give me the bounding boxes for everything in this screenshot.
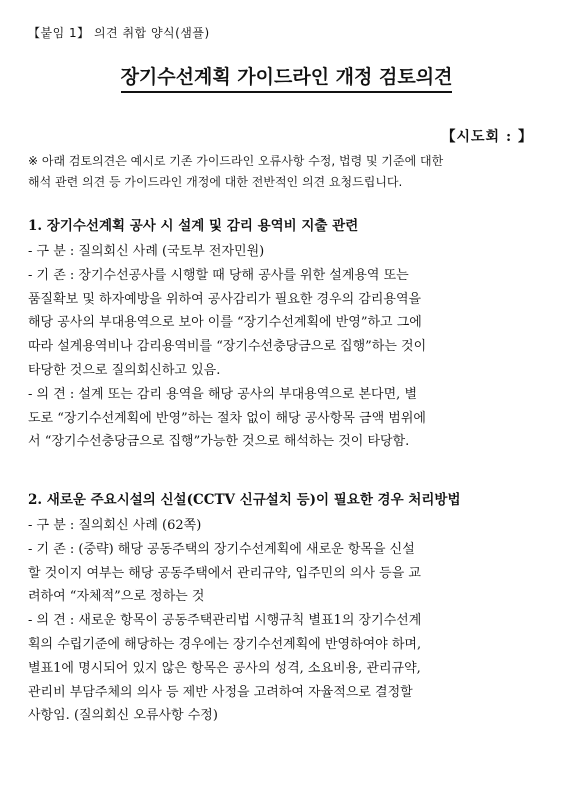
body-line: 품질확보 및 하자예방을 위하여 공사감리가 필요한 경우의 감리용역을 xyxy=(28,291,422,307)
notice-paragraph xyxy=(28,151,544,193)
body-line: - 구 분 : 질의회신 사례 (62쪽) xyxy=(28,518,202,533)
body-line: - 의 견 : 설계 또는 감리 용역을 해당 공사의 부대용역으로 본다면, 별 xyxy=(28,386,418,402)
document-title-text: 장기수선계획 가이드라인 개정 검토의견 xyxy=(121,66,453,93)
body-line: 관리비 부담주체의 의사 등 제반 사정을 고려하여 자율적으로 결정할 xyxy=(28,684,413,700)
body-line: - 기 존 : 장기수선공사를 시행할 때 당해 공사를 위한 설계용역 또는 xyxy=(28,267,409,283)
section-title: 2. 새로운 주요시설의 신설(CCTV 신규설치 등)이 필요한 경우 처리방법 xyxy=(28,492,461,508)
section-1 xyxy=(28,214,544,454)
body-line: 도로 “장기수선계획에 반영”하는 절차 없이 해당 공사항목 금액 범위에 xyxy=(28,410,426,426)
sido-association-field: 【시도회 : 】 xyxy=(441,129,533,145)
attachment-label: 【붙임 1】 의견 취합 양식(샘플) xyxy=(28,26,210,40)
body-line: 서 “장기수선충당금으로 집행”가능한 것으로 해석하는 것이 타당함. xyxy=(28,434,410,450)
body-line: 해당 공사의 부대용역으로 보아 이를 “장기수선계획에 반영”하고 그에 xyxy=(28,315,422,331)
body-line: 할 것이지 여부는 해당 공동주택에서 관리규약, 입주민의 의사 등을 교 xyxy=(28,565,421,581)
body-line: 별표1에 명시되어 있지 않은 항목은 공사의 성격, 소요비용, 관리규약, xyxy=(28,660,421,676)
document-title xyxy=(0,62,573,89)
body-line: 려하여 “자체적”으로 정하는 것 xyxy=(28,589,205,605)
body-line: 타당한 것으로 질의회신하고 있음. xyxy=(28,362,221,378)
section-title: 1. 장기수선계획 공사 시 설계 및 감리 용역비 지출 관련 xyxy=(28,218,359,234)
body-line: 획의 수립기준에 해당하는 경우에는 장기수선계획에 반영하여야 하며, xyxy=(28,636,422,652)
body-line: - 의 견 : 새로운 항목이 공동주택관리법 시행규칙 별표1의 장기수선계 xyxy=(28,613,422,629)
body-line: - 구 분 : 질의회신 사례 (국토부 전자민원) xyxy=(28,244,265,259)
notice-line: ※ 아래 검토의견은 예시로 기존 가이드라인 오류사항 수정, 법령 및 기준에 대한 xyxy=(28,154,444,168)
body-line: 사항임. (질의회신 오류사항 수정) xyxy=(28,708,218,724)
section-2 xyxy=(28,488,544,728)
body-line: 따라 설계용역비나 감리용역비를 “장기수선충당금으로 집행”하는 것이 xyxy=(28,339,427,355)
body-line: - 기 존 : (중략) 해당 공동주택의 장기수선계획에 새로운 항목을 신설 xyxy=(28,541,415,557)
notice-line: 해석 관련 의견 등 가이드라인 개정에 대한 전반적인 의견 요청드립니다. xyxy=(28,175,403,189)
